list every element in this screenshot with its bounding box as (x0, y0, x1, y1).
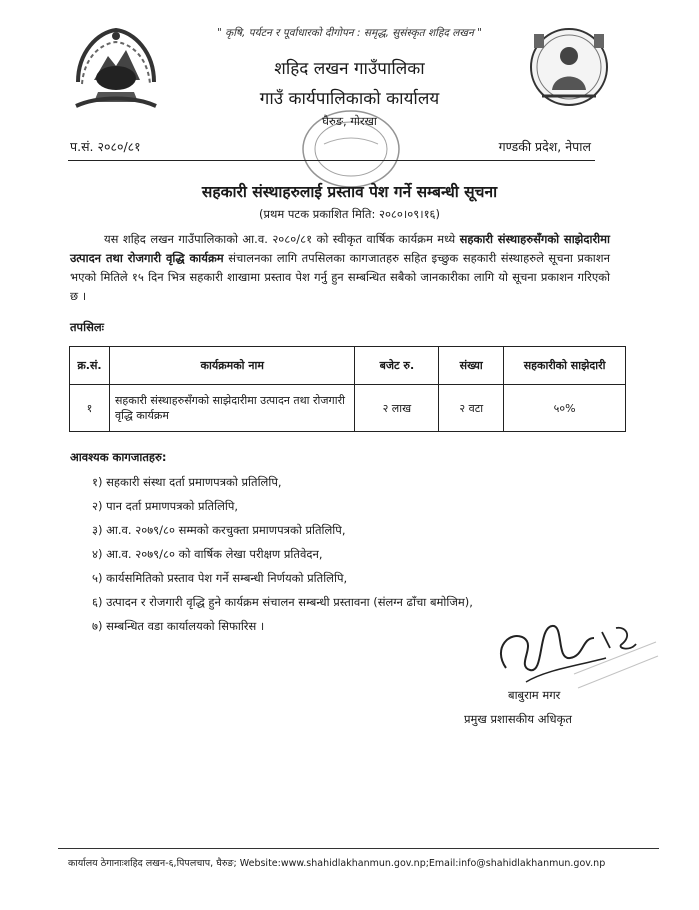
required-documents-heading: आवश्यक कागजातहरु: (70, 450, 167, 464)
list-item: २) पान दर्ता प्रमाणपत्रको प्रतिलिपि, (92, 499, 239, 513)
motto: " कृषि, पर्यटन र पूर्वाधारको दीगोपन : समृद्ध, सुसंस्कृत शहिद लखन " (216, 27, 483, 39)
header-partnership: सहकारीको साझेदारी (504, 347, 626, 385)
cell-serial: १ (70, 385, 110, 432)
list-item: ७) सम्बन्धित वडा कार्यालयको सिफारिस । (92, 619, 265, 633)
notice-title: सहकारी संस्थाहरुलाई प्रस्ताव पेश गर्ने सम्बन्धी सूचना (201, 183, 498, 201)
cell-count: २ वटा (439, 385, 504, 432)
list-item: १) सहकारी संस्था दर्ता प्रमाणपत्रको प्रतिलिपि, (92, 475, 282, 489)
office-name: गाउँ कार्यपालिकाको कार्यालय (259, 89, 440, 109)
notice-body-part1: यस शहिद लखन गाउँपालिकाको आ.व. २०८०/८१ को स्वीकृत वार्षिक कार्यक्रम मध्ये (104, 232, 460, 246)
header-serial: क्र.सं. (70, 347, 110, 385)
officer-seal-icon (570, 630, 660, 690)
details-label: तपसिलः (70, 320, 104, 334)
program-table (69, 346, 626, 432)
list-item: ३) आ.व. २०७९/८० सम्मको करचुक्ता प्रमाणपत्रको प्रतिलिपि, (92, 523, 346, 537)
required-documents-list (92, 470, 473, 638)
publication-date: (प्रथम पटक प्रकाशित मिति: २०८०।०९।१६) (258, 207, 441, 221)
signatory-title: प्रमुख प्रशासकीय अधिकृत (464, 712, 572, 726)
municipality-name: शहिद लखन गाउँपालिका (274, 59, 425, 79)
list-item: ४) आ.व. २०७९/८० को वार्षिक लेखा परीक्षण प्रतिवेदन, (92, 547, 323, 561)
footer-divider (58, 848, 659, 849)
list-item: ६) उत्पादन र रोजगारी वृद्धि हुने कार्यक्रम संचालन सम्बन्धी प्रस्तावना (संलग्न ढाँचा बमोजिम), (92, 595, 473, 609)
notice-body-bold: सहकारी संस्थाहरुसँगको साझेदारीमा उत्पादन तथा रोजगारी वृद्धि कार्यक्रम (70, 232, 610, 265)
header-divider (68, 160, 595, 161)
signatory-name: बाबुराम मगर (508, 688, 561, 702)
office-place: घैरुङ, गोरखा (322, 114, 377, 128)
header-budget: बजेट रु. (355, 347, 439, 385)
list-item: ५) कार्यसमितिको प्रस्ताव पेश गर्ने सम्बन्धी निर्णयको प्रतिलिपि, (92, 571, 348, 585)
footer-contact: कार्यालय ठेगानाःशहिद लखन-६,पिपलचाप, घैरुङ; Website:www.shahidlakhanmun.gov.np;Email:info@shahidlakhanmun.gov.np (68, 858, 606, 869)
header-program-name: कार्यक्रमको नाम (109, 347, 354, 385)
header-count: संख्या (439, 347, 504, 385)
province-label: गण्डकी प्रदेश, नेपाल (498, 139, 591, 154)
reference-number: प.सं. २०८०/८१ (70, 139, 141, 154)
notice-body (70, 230, 610, 306)
notice-body-part2: संचालनका लागि तपसिलका कागजातहरु सहित इच्छुक सहकारी संस्थाहरुले सूचना प्रकाशन भएको मितिले १५ दिन भित्र सहकारी शाखामा प्रस्ताव पेश गर्नु हुन सम्बन्धित सबैको जानकारीका लागि यो सूचना प्रकाशन गरिएको छ । (70, 251, 610, 303)
table-row (70, 385, 626, 432)
cell-partnership: ५०% (504, 385, 626, 432)
cell-program-name: सहकारी संस्थाहरुसँगको साझेदारीमा उत्पादन तथा रोजगारी वृद्धि कार्यक्रम (109, 385, 354, 432)
table-header-row (70, 347, 626, 385)
cell-budget: २ लाख (355, 385, 439, 432)
